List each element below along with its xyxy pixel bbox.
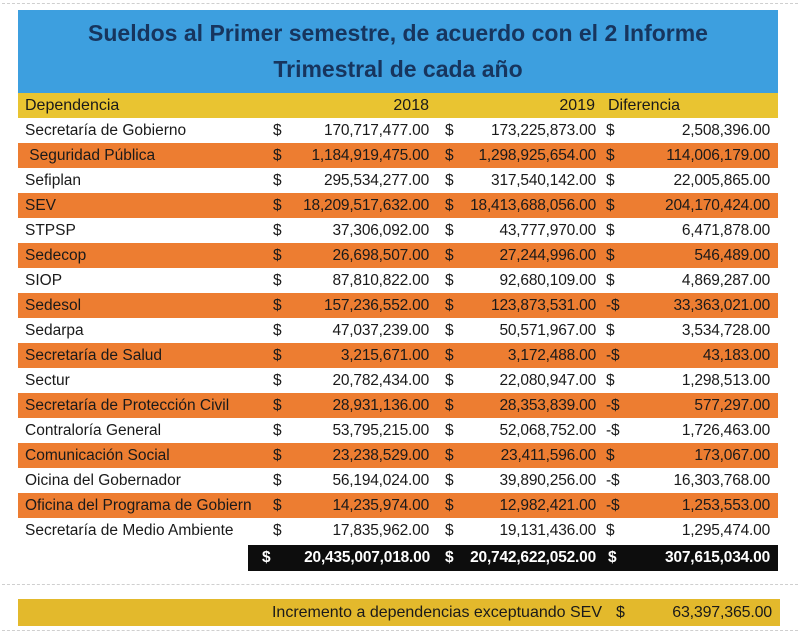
difference-cell (600, 172, 778, 190)
amount-value: 317,540,142.00 (491, 171, 596, 189)
amount-2019-cell (434, 272, 600, 290)
amount-value: 3,215,671.00 (340, 346, 429, 364)
currency-sign: $ (445, 146, 454, 164)
difference-cell (600, 497, 778, 515)
dependencia-cell: Secretaría de Gobierno (25, 121, 187, 139)
amount-2019-cell (434, 447, 600, 465)
amount-2019-cell (434, 422, 600, 440)
currency-sign: -$ (606, 296, 620, 314)
currency-sign: $ (445, 371, 454, 389)
currency-sign: $ (273, 196, 282, 214)
amount-value: 20,435,007,018.00 (304, 549, 430, 566)
table-row (18, 393, 778, 418)
amount-2018-cell (268, 422, 434, 440)
table-row (18, 518, 778, 543)
amount-value: 20,742,622,052.00 (470, 549, 596, 566)
table-row (18, 118, 778, 143)
currency-sign: $ (273, 446, 282, 464)
currency-sign: $ (445, 196, 454, 214)
table-row (18, 143, 778, 168)
dependencia-cell: Oicina del Gobernador (25, 471, 181, 489)
amount-value: 23,411,596.00 (500, 446, 596, 464)
header-diferencia: Diferencia (608, 96, 681, 114)
amount-value: 26,698,507.00 (332, 246, 429, 264)
currency-sign: $ (445, 296, 454, 314)
amount-2019-cell (434, 297, 600, 315)
amount-value: 6,471,878.00 (681, 221, 770, 239)
table-row (18, 343, 778, 368)
increment-summary-label: Incremento a dependencias exceptuando SEV (271, 603, 602, 621)
amount-value: 63,397,365.00 (672, 603, 772, 621)
table-row (18, 318, 778, 343)
currency-sign: $ (445, 421, 454, 439)
dependencia-cell: Contraloría General (25, 421, 162, 439)
dependencia-cell: STPSP (25, 221, 76, 239)
amount-value: 12,982,421.00 (499, 496, 596, 514)
amount-value: 22,005,865.00 (673, 171, 770, 189)
table-title-line1: Sueldos al Primer semestre, de acuerdo con el 2 Informe (88, 20, 708, 47)
table-row (18, 443, 778, 468)
table-header-row (18, 93, 778, 118)
amount-2019-cell (434, 372, 600, 390)
amount-value: 39,890,256.00 (499, 471, 596, 489)
amount-value: 28,353,839.00 (499, 396, 596, 414)
table-title-block (18, 10, 778, 93)
currency-sign: $ (606, 521, 615, 539)
currency-sign: $ (273, 121, 282, 139)
page-bottom-gridline (2, 630, 798, 631)
difference-cell (600, 297, 778, 315)
amount-2018-cell (268, 397, 434, 415)
dependencia-cell: SIOP (25, 271, 63, 289)
amount-value: 1,298,925,654.00 (478, 146, 596, 164)
difference-cell (600, 147, 778, 165)
amount-value: 87,810,822.00 (332, 271, 429, 289)
currency-sign: $ (445, 496, 454, 514)
amount-2018-cell (268, 197, 434, 215)
difference-cell (600, 397, 778, 415)
header-2019: 2019 (559, 96, 595, 114)
amount-value: 173,225,873.00 (491, 121, 596, 139)
currency-sign: $ (273, 421, 282, 439)
currency-sign: $ (273, 396, 282, 414)
currency-sign: -$ (606, 396, 620, 414)
total-2018-cell (248, 549, 434, 567)
currency-sign: $ (606, 221, 615, 239)
dependencia-cell: Sectur (25, 371, 70, 389)
table-row (18, 193, 778, 218)
amount-2018-cell (268, 372, 434, 390)
currency-sign: -$ (606, 496, 620, 514)
currency-sign: $ (606, 271, 615, 289)
amount-2019-cell (434, 122, 600, 140)
total-2019-cell (434, 549, 600, 567)
amount-value: 307,615,034.00 (665, 549, 770, 566)
currency-sign: $ (445, 446, 454, 464)
dependencia-cell: Secretaría de Protección Civil (25, 396, 230, 414)
currency-sign: $ (445, 346, 454, 364)
currency-sign: $ (606, 371, 615, 389)
header-2018: 2018 (393, 96, 429, 114)
currency-sign: $ (273, 346, 282, 364)
dependencia-cell: Oficina del Programa de Gobiern (25, 496, 252, 514)
currency-sign: $ (606, 246, 615, 264)
currency-sign: $ (273, 271, 282, 289)
table-title-line2: Trimestral de cada año (273, 55, 523, 82)
amount-value: 3,534,728.00 (681, 321, 770, 339)
amount-value: 92,680,109.00 (499, 271, 596, 289)
currency-sign: $ (616, 603, 625, 621)
currency-sign: $ (606, 121, 615, 139)
currency-sign: $ (262, 549, 271, 566)
difference-cell (600, 322, 778, 340)
amount-2018-cell (268, 347, 434, 365)
amount-value: 43,183.00 (702, 346, 770, 364)
amount-2018-cell (268, 272, 434, 290)
amount-2019-cell (434, 472, 600, 490)
table-body (18, 118, 778, 543)
currency-sign: -$ (606, 471, 620, 489)
amount-value: 1,726,463.00 (681, 421, 770, 439)
currency-sign: $ (445, 271, 454, 289)
amount-value: 1,298,513.00 (681, 371, 770, 389)
table-row (18, 368, 778, 393)
amount-value: 52,068,752.00 (499, 421, 596, 439)
amount-value: 37,306,092.00 (332, 221, 429, 239)
amount-value: 56,194,024.00 (332, 471, 429, 489)
amount-2019-cell (434, 247, 600, 265)
dependencia-cell: Seguridad Pública (25, 146, 156, 164)
amount-value: 123,873,531.00 (491, 296, 596, 314)
amount-value: 546,489.00 (694, 246, 770, 264)
difference-cell (600, 372, 778, 390)
amount-value: 17,835,962.00 (332, 521, 429, 539)
dependencia-cell: Secretaría de Medio Ambiente (25, 521, 234, 539)
amount-value: 157,236,552.00 (324, 296, 429, 314)
dependencia-cell: Sedarpa (25, 321, 84, 339)
amount-2019-cell (434, 197, 600, 215)
table-row (18, 218, 778, 243)
amount-value: 23,238,529.00 (332, 446, 429, 464)
difference-cell (600, 197, 778, 215)
amount-2018-cell (268, 447, 434, 465)
currency-sign: $ (445, 321, 454, 339)
amount-value: 114,006,179.00 (666, 146, 770, 164)
amount-value: 577,297.00 (694, 396, 770, 414)
currency-sign: $ (445, 221, 454, 239)
amount-value: 1,253,553.00 (681, 496, 770, 514)
difference-cell (600, 447, 778, 465)
amount-value: 28,931,136.00 (332, 396, 429, 414)
amount-2018-cell (268, 472, 434, 490)
table-row (18, 468, 778, 493)
currency-sign: $ (273, 321, 282, 339)
amount-2019-cell (434, 147, 600, 165)
amount-value: 3,172,488.00 (507, 346, 596, 364)
page-top-gridline (2, 3, 798, 4)
amount-2019-cell (434, 172, 600, 190)
currency-sign: $ (445, 396, 454, 414)
dependencia-cell: Sedecop (25, 246, 87, 264)
amount-2018-cell (268, 122, 434, 140)
amount-2018-cell (268, 172, 434, 190)
currency-sign: $ (273, 296, 282, 314)
amount-2019-cell (434, 347, 600, 365)
currency-sign: $ (273, 171, 282, 189)
amount-value: 19,131,436.00 (499, 521, 596, 539)
amount-2019-cell (434, 497, 600, 515)
currency-sign: $ (273, 371, 282, 389)
amount-2019-cell (434, 397, 600, 415)
dependencia-cell: SEV (25, 196, 57, 214)
currency-sign: $ (273, 146, 282, 164)
dependencia-cell: Sedesol (25, 296, 82, 314)
amount-2018-cell (268, 297, 434, 315)
difference-cell (600, 522, 778, 540)
amount-value: 22,080,947.00 (499, 371, 596, 389)
amount-value: 50,571,967.00 (499, 321, 596, 339)
table-row (18, 493, 778, 518)
currency-sign: $ (445, 549, 454, 566)
dependencia-cell: Sefiplan (25, 171, 82, 189)
amount-value: 33,363,021.00 (673, 296, 770, 314)
currency-sign: $ (606, 321, 615, 339)
table-row (18, 168, 778, 193)
amount-2018-cell (268, 247, 434, 265)
currency-sign: $ (606, 446, 615, 464)
currency-sign: $ (445, 171, 454, 189)
amount-value: 43,777,970.00 (499, 221, 596, 239)
amount-value: 170,717,477.00 (324, 121, 429, 139)
amount-value: 27,244,996.00 (499, 246, 596, 264)
table-row (18, 243, 778, 268)
amount-2019-cell (434, 322, 600, 340)
header-dependencia: Dependencia (25, 96, 120, 114)
currency-sign: $ (445, 121, 454, 139)
amount-value: 16,303,768.00 (673, 471, 770, 489)
amount-value: 53,795,215.00 (332, 421, 429, 439)
amount-value: 14,235,974.00 (332, 496, 429, 514)
salary-table (18, 10, 778, 571)
difference-cell (600, 272, 778, 290)
currency-sign: $ (606, 146, 615, 164)
table-row (18, 268, 778, 293)
amount-value: 295,534,277.00 (324, 171, 429, 189)
dependencia-cell: Secretaría de Salud (25, 346, 163, 364)
dependencia-cell: Comunicación Social (25, 446, 170, 464)
amount-2018-cell (268, 147, 434, 165)
currency-sign: $ (273, 496, 282, 514)
increment-summary-bar (18, 599, 780, 626)
currency-sign: $ (273, 246, 282, 264)
currency-sign: $ (608, 549, 617, 566)
amount-value: 173,067.00 (694, 446, 770, 464)
difference-cell (600, 422, 778, 440)
currency-sign: $ (445, 521, 454, 539)
amount-2019-cell (434, 522, 600, 540)
table-total-row (248, 545, 778, 571)
difference-cell (600, 347, 778, 365)
currency-sign: $ (606, 171, 615, 189)
currency-sign: $ (606, 196, 615, 214)
amount-2018-cell (268, 522, 434, 540)
amount-value: 1,295,474.00 (681, 521, 770, 539)
amount-value: 20,782,434.00 (332, 371, 429, 389)
currency-sign: $ (273, 471, 282, 489)
amount-2018-cell (268, 222, 434, 240)
difference-cell (600, 222, 778, 240)
table-row (18, 418, 778, 443)
currency-sign: -$ (606, 421, 620, 439)
total-difference-cell (600, 549, 778, 567)
amount-value: 47,037,239.00 (332, 321, 429, 339)
amount-value: 18,413,688,056.00 (470, 196, 596, 214)
amount-value: 204,170,424.00 (665, 196, 770, 214)
table-row (18, 293, 778, 318)
mid-gridline (2, 584, 798, 585)
currency-sign: $ (273, 221, 282, 239)
amount-2018-cell (268, 322, 434, 340)
currency-sign: $ (445, 471, 454, 489)
increment-summary-amount (602, 604, 780, 622)
amount-value: 1,184,919,475.00 (311, 146, 429, 164)
difference-cell (600, 247, 778, 265)
amount-value: 18,209,517,632.00 (303, 196, 429, 214)
amount-value: 4,869,287.00 (681, 271, 770, 289)
difference-cell (600, 472, 778, 490)
difference-cell (600, 122, 778, 140)
currency-sign: -$ (606, 346, 620, 364)
amount-value: 2,508,396.00 (681, 121, 770, 139)
amount-2018-cell (268, 497, 434, 515)
currency-sign: $ (273, 521, 282, 539)
currency-sign: $ (445, 246, 454, 264)
amount-2019-cell (434, 222, 600, 240)
